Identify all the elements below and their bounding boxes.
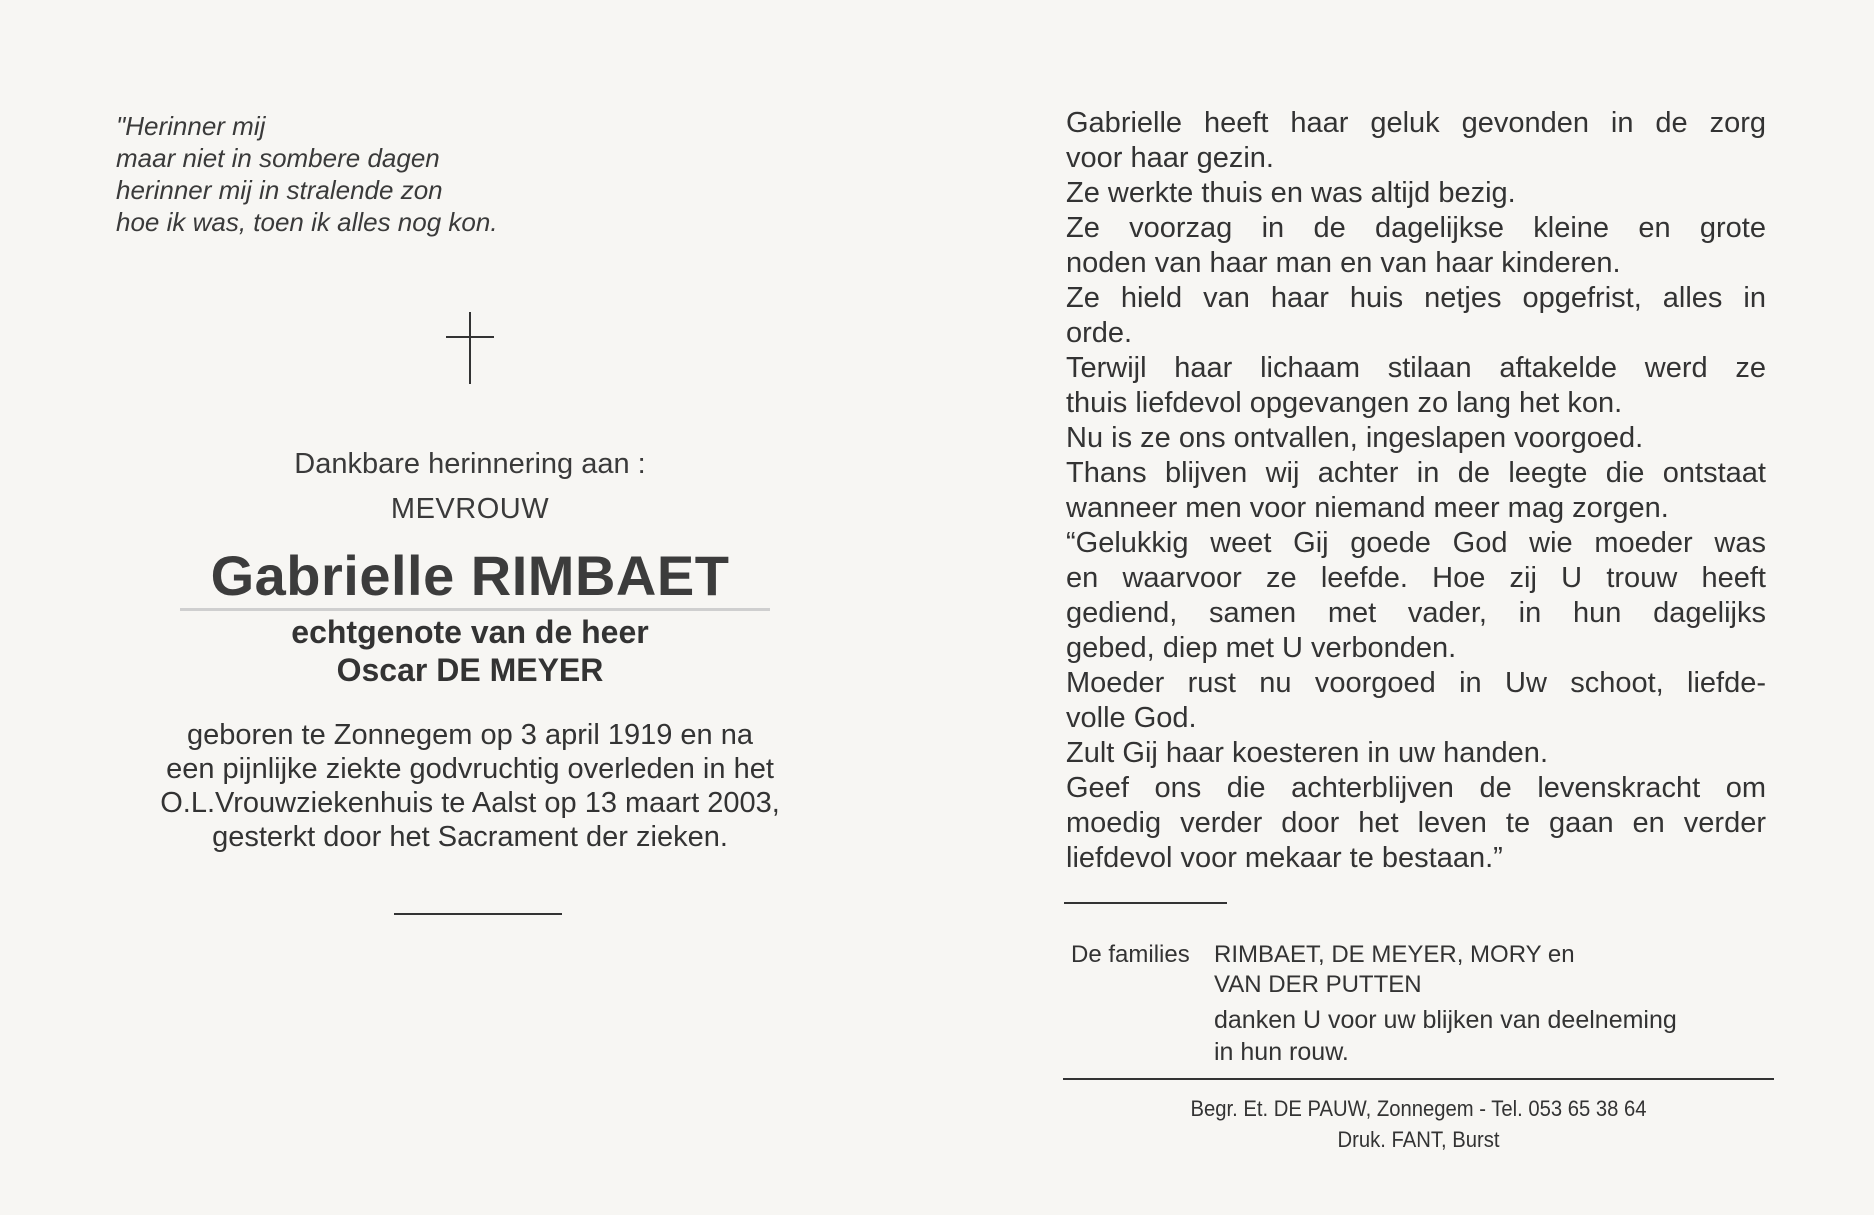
tribute-line: Nu is ze ons ontvallen, ingeslapen voorgoed. xyxy=(1066,422,1644,454)
tribute-line: Ze voorzag in de dagelijkse kleine en grote xyxy=(1066,212,1766,244)
bio-line: een pijnlijke ziekte godvruchtig overleden in het xyxy=(166,753,774,785)
deceased-name: Gabrielle RIMBAET xyxy=(210,544,730,607)
spouse-line: echtgenote van de heer xyxy=(291,614,649,650)
tribute-line: noden van haar man en van haar kinderen. xyxy=(1066,247,1621,279)
thanks-line: danken U voor uw blijken van deelneming xyxy=(1214,1006,1677,1034)
tribute-line: gediend, samen met vader, in hun dagelijks xyxy=(1066,597,1766,629)
tribute-line: wanneer men voor niemand meer mag zorgen. xyxy=(1066,492,1669,524)
tribute-line: Moeder rust nu voorgoed in Uw schoot, liefde- xyxy=(1066,667,1766,699)
tribute-line: en waarvoor ze leefde. Hoe zij U trouw heeft xyxy=(1066,562,1766,594)
cross-icon-horizontal xyxy=(446,336,494,338)
divider xyxy=(394,913,562,915)
tribute-line: liefdevol voor mekaar te bestaan.” xyxy=(1066,842,1503,874)
tribute-text xyxy=(1066,106,1766,876)
bio-line: geboren te Zonnegem op 3 april 1919 en na xyxy=(187,719,753,751)
tribute-line: Gabrielle heeft haar geluk gevonden in de zorg xyxy=(1066,107,1766,139)
tribute-line: Thans blijven wij achter in de leegte die ontstaat xyxy=(1066,457,1766,489)
printer-info: Druk. FANT, Burst xyxy=(1337,1127,1500,1152)
thanks-line: in hun rouw. xyxy=(1214,1038,1349,1066)
tribute-line: thuis liefdevol opgevangen zo lang het kon. xyxy=(1066,387,1623,419)
tribute-line: volle God. xyxy=(1066,702,1197,734)
tribute-line: “Gelukkig weet Gij goede God wie moeder was xyxy=(1066,527,1766,559)
families-label: De families xyxy=(1071,941,1190,968)
bio-line: gesterkt door het Sacrament der zieken. xyxy=(212,821,728,853)
name-underline xyxy=(180,608,770,611)
divider xyxy=(1063,1078,1774,1080)
family-names-line: RIMBAET, DE MEYER, MORY en xyxy=(1214,941,1575,968)
poem-line: herinner mij in stralende zon xyxy=(116,175,443,205)
tribute-line: Ze werkte thuis en was altijd bezig. xyxy=(1066,177,1516,209)
tribute-line: Zult Gij haar koesteren in uw handen. xyxy=(1066,737,1548,769)
tribute-line: orde. xyxy=(1066,317,1133,349)
honorific: MEVROUW xyxy=(390,493,550,525)
tribute-line: gebed, diep met U verbonden. xyxy=(1066,632,1457,664)
bio-line: O.L.Vrouwziekenhuis te Aalst op 13 maart 2003, xyxy=(160,787,780,819)
thanks-text xyxy=(1214,1004,1677,1068)
memorial-intro: Dankbare herinnering aan : xyxy=(294,448,646,480)
cross-icon-vertical xyxy=(469,312,471,384)
tribute-line: moedig verder door het leven te gaan en verder xyxy=(1066,807,1766,839)
family-names xyxy=(1214,940,1575,1000)
tribute-line: voor haar gezin. xyxy=(1066,142,1274,174)
poem-line: hoe ik was, toen ik alles nog kon. xyxy=(116,207,498,237)
tribute-line: Ze hield van haar huis netjes opgefrist, alles in xyxy=(1066,282,1766,314)
divider xyxy=(1064,902,1227,904)
biography xyxy=(120,718,820,854)
tribute-line: Geef ons die achterblijven de levenskracht om xyxy=(1066,772,1766,804)
family-names-line: VAN DER PUTTEN xyxy=(1214,971,1422,998)
tribute-line: Terwijl haar lichaam stilaan aftakelde werd ze xyxy=(1066,352,1766,384)
spouse-name: Oscar DE MEYER xyxy=(336,652,604,688)
poem-line: maar niet in sombere dagen xyxy=(116,143,440,173)
undertaker-info: Begr. Et. DE PAUW, Zonnegem - Tel. 053 65 38 64 xyxy=(1190,1096,1647,1121)
poem xyxy=(116,110,498,238)
poem-line: "Herinner mij xyxy=(116,111,266,141)
